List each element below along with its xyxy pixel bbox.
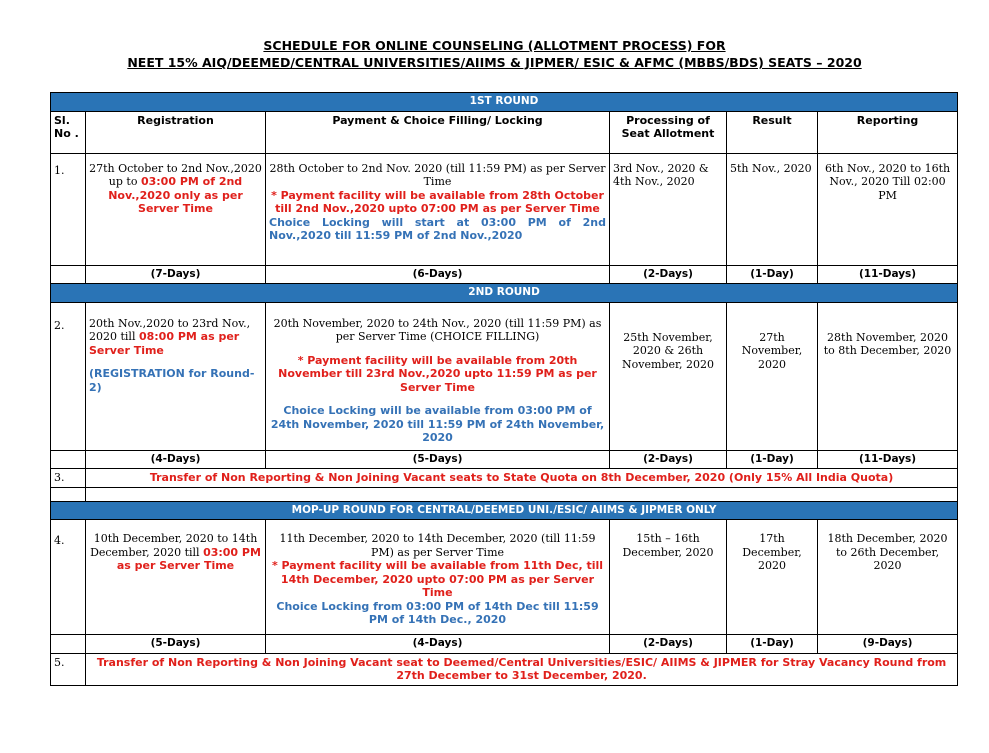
round1-band [51,93,958,112]
row5-text: Transfer of Non Reporting & Non Joining Vacant seat to Deemed/Central Universities/ESIC/ AIIMS & JIPMER for Stray Vacancy Round from 27th December to 31st December, 2020. [86,653,958,685]
round1-days-result: (1-Day) [727,265,818,284]
round2-payment-note: * Payment facility will be available from 20th November till 23rd Nov.,2020 upto 11:59 PM as per Server Time [278,353,597,394]
round1-registration [86,153,266,265]
mopup-band [51,501,958,520]
header-reporting: Reporting [818,111,958,153]
mopup-days-registration: (5-Days) [86,635,266,654]
round1-registration-deadline: 03:00 PM of 2nd Nov.,2020 only as per Server Time [108,175,243,215]
header-row [51,111,958,153]
document-title-line1: SCHEDULE FOR ONLINE COUNSELING (ALLOTMENT PROCESS) FOR [263,38,726,53]
mopup-registration-text: 10th December, 2020 to 14th December, 2020 till [90,532,258,559]
mopup-payment-note: * Payment facility will be available from 11th Dec, till 14th December, 2020 upto 07:00 PM as per Server Time [271,559,604,599]
round2-band-label: 2ND ROUND [51,284,958,303]
round1-days-row [51,265,958,284]
mopup-registration [86,520,266,635]
round2-choice-locking: Choice Locking will be available from 03:00 PM of 24th November, 2020 till 11:59 PM of 24th November, 2020 [270,404,605,444]
round2-days-payment: (5-Days) [266,450,610,469]
round2-registration-deadline: 08:00 PM as per Server Time [89,330,240,357]
mopup-registration-deadline: 03:00 PM as per Server Time [116,545,261,572]
round2-days-result: (1-Day) [727,450,818,469]
round1-choice-locking: Choice Locking will start at 03:00 PM of 2nd Nov.,2020 till 11:59 PM of 2nd Nov.,2020 [269,215,606,242]
round2-row [51,302,958,450]
schedule-table [50,92,958,686]
round2-registration-text: 20th Nov.,2020 to 23rd Nov., 2020 till [89,316,251,343]
round1-result: 5th Nov., 2020 [727,153,818,265]
round2-days-processing: (2-Days) [610,450,727,469]
round2-days-reporting: (11-Days) [818,450,958,469]
round2-sl: 2. [51,302,86,450]
round1-payment-window: 28th October to 2nd Nov. 2020 (till 11:59 PM) as per Server Time [269,161,606,188]
round2-days-row [51,450,958,469]
header-payment: Payment & Choice Filling/ Locking [266,111,610,153]
round1-payment-note: * Payment facility will be available from 28th October till 2nd Nov.,2020 upto 07:00 PM as per Server Time [271,188,604,215]
row5 [51,653,958,685]
mopup-result: 17th December, 2020 [727,520,818,635]
mopup-days-result: (1-Day) [727,635,818,654]
round1-sl: 1. [51,153,86,265]
round2-result: 27th November, 2020 [727,302,818,450]
round2-registration [86,302,266,450]
mopup-row [51,520,958,635]
round2-payment-window: 20th November, 2020 to 24th Nov., 2020 (till 11:59 PM) as per Server Time (CHOICE FILLING) [273,316,602,343]
round1-reporting: 6th Nov., 2020 to 16th Nov., 2020 Till 02:00 PM [818,153,958,265]
mopup-days-reporting: (9-Days) [818,635,958,654]
round1-row [51,153,958,265]
mopup-days-row [51,635,958,654]
row5-sl: 5. [51,653,86,685]
round1-days-processing: (2-Days) [610,265,727,284]
mopup-sl: 4. [51,520,86,635]
mopup-days-processing: (2-Days) [610,635,727,654]
mopup-payment [266,520,610,635]
mopup-choice-locking: Choice Locking from 03:00 PM of 14th Dec till 11:59 PM of 14th Dec., 2020 [276,599,599,626]
header-sl: Sl. No . [51,111,86,153]
round1-processing: 3rd Nov., 2020 & 4th Nov., 2020 [610,153,727,265]
spacer-row [51,487,958,501]
round1-days-reporting: (11-Days) [818,265,958,284]
row3-text: Transfer of Non Reporting & Non Joining Vacant seats to State Quota on 8th December, 2020 (Only 15% All India Quota) [86,469,958,488]
mopup-reporting: 18th December, 2020 to 26th December, 2020 [818,520,958,635]
header-processing: Processing of Seat Allotment [610,111,727,153]
round1-registration-text: 27th October to 2nd Nov.,2020 up to [89,161,262,188]
header-registration: Registration [86,111,266,153]
header-result: Result [727,111,818,153]
mopup-band-label: MOP-UP ROUND FOR CENTRAL/DEEMED UNI./ESIC/ AIIMS & JIPMER ONLY [51,501,958,520]
mopup-payment-window: 11th December, 2020 to 14th December, 2020 (till 11:59 PM) as per Server Time [279,532,596,559]
row3-sl: 3. [51,469,86,488]
round1-days-registration: (7-Days) [86,265,266,284]
round2-registration-note: (REGISTRATION for Round-2) [89,367,255,394]
round2-band [51,284,958,303]
round1-band-label: 1ST ROUND [51,93,958,112]
round2-payment [266,302,610,450]
round2-processing: 25th November, 2020 & 26th November, 2020 [610,302,727,450]
mopup-days-payment: (4-Days) [266,635,610,654]
round1-days-payment: (6-Days) [266,265,610,284]
document-title-line2: NEET 15% AIQ/DEEMED/CENTRAL UNIVERSITIES/AIIMS & JIPMER/ ESIC & AFMC (MBBS/BDS) SEATS – 2020 [127,55,862,70]
mopup-processing: 15th – 16th December, 2020 [610,520,727,635]
row3 [51,469,958,488]
round2-reporting: 28th November, 2020 to 8th December, 2020 [818,302,958,450]
round1-payment [266,153,610,265]
round2-days-registration: (4-Days) [86,450,266,469]
